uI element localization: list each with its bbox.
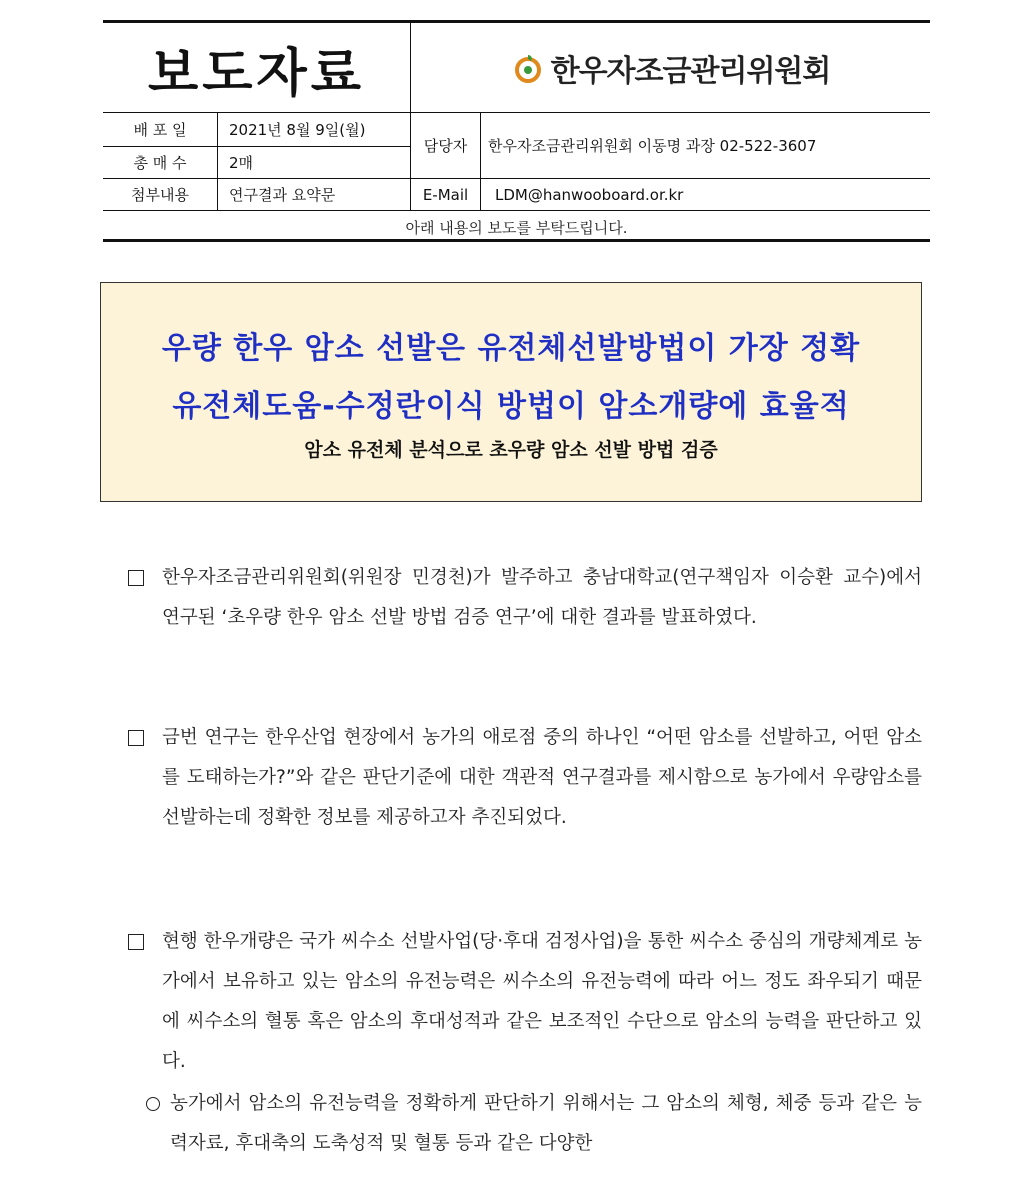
org-logo (411, 23, 930, 113)
doc-title: 보도자료 (148, 43, 365, 104)
release-date-value: 2021년 8월 9일(월) (229, 121, 366, 139)
paragraph-2 (128, 718, 922, 838)
org-logo-icon (511, 51, 545, 85)
paragraph-text: 현행 한우개량은 국가 씨수소 선발사업(당·후대 검정사업)을 통한 씨수소 중심의 개량체계로 농가에서 보유하고 있는 암소의 유전능력은 씨수소의 유전능력에 따라 어느 정도 좌우되기 때문에 씨수소의 혈통 혹은 암소의 후대성적과 같은 보조적인 수단으로 암소의 능력을 판단하고 있다. (162, 931, 922, 1072)
circle-bullet-icon (146, 1097, 160, 1111)
headline-subtitle: 암소 유전체 분석으로 초우량 암소 선발 방법 검증 (304, 439, 718, 461)
headline-line-2: 유전체도움-수정란이식 방법이 암소개량에 효율적 (172, 389, 850, 424)
headline-box (100, 282, 922, 502)
divider (217, 112, 218, 210)
divider (103, 210, 930, 211)
contact-label: 담당자 (423, 137, 468, 155)
checkbox-bullet-icon (128, 934, 144, 950)
request-notice: 아래 내용의 보도를 부탁드립니다. (405, 218, 628, 237)
checkbox-bullet-icon (128, 570, 144, 586)
paragraph-text: 한우자조금관리위원회(위원장 민경천)가 발주하고 충남대학교(연구책임자 이승환 교수)에서 연구된 ‘초우량 한우 암소 선발 방법 검증 연구’에 대한 결과를 발표하였다. (162, 567, 922, 628)
page-count-label: 총 매 수 (133, 154, 187, 172)
paragraph-text: 금번 연구는 한우산업 현장에서 농가의 애로점 중의 하나인 “어떤 암소를 선발하고, 어떤 암소를 도태하는가?”와 같은 판단기준에 대한 객관적 연구결과를 제시함으로 농가에서 우량암소를 선발하는데 정확한 정보를 제공하고자 추진되었다. (162, 727, 922, 828)
paragraph-text: 농가에서 암소의 유전능력을 정확하게 판단하기 위해서는 그 암소의 체형, 체중 등과 같은 능력자료, 후대축의 도축성적 및 혈통 등과 같은 다양한 (170, 1093, 922, 1154)
attachment-label: 첨부내용 (131, 186, 189, 204)
headline-line-1: 우량 한우 암소 선발은 유전체선발방법이 가장 정확 (161, 331, 861, 366)
email-label: E-Mail (422, 185, 469, 204)
contact-value: 한우자조금관리위원회 이동명 과장 02-522-3607 (488, 137, 817, 155)
attachment-value: 연구결과 요약문 (229, 186, 336, 204)
org-logo-text: 한우자조금관리위원회 (550, 54, 831, 89)
press-release-header (103, 20, 930, 242)
paragraph-3 (128, 922, 922, 1082)
paragraph-1 (128, 558, 922, 638)
email-link[interactable]: LDM@hanwooboard.or.kr (495, 185, 684, 204)
divider (480, 112, 481, 210)
release-date-label: 배 포 일 (133, 121, 187, 139)
checkbox-bullet-icon (128, 730, 144, 746)
page-count-value: 2매 (229, 154, 254, 172)
paragraph-3-sub (146, 1084, 922, 1164)
